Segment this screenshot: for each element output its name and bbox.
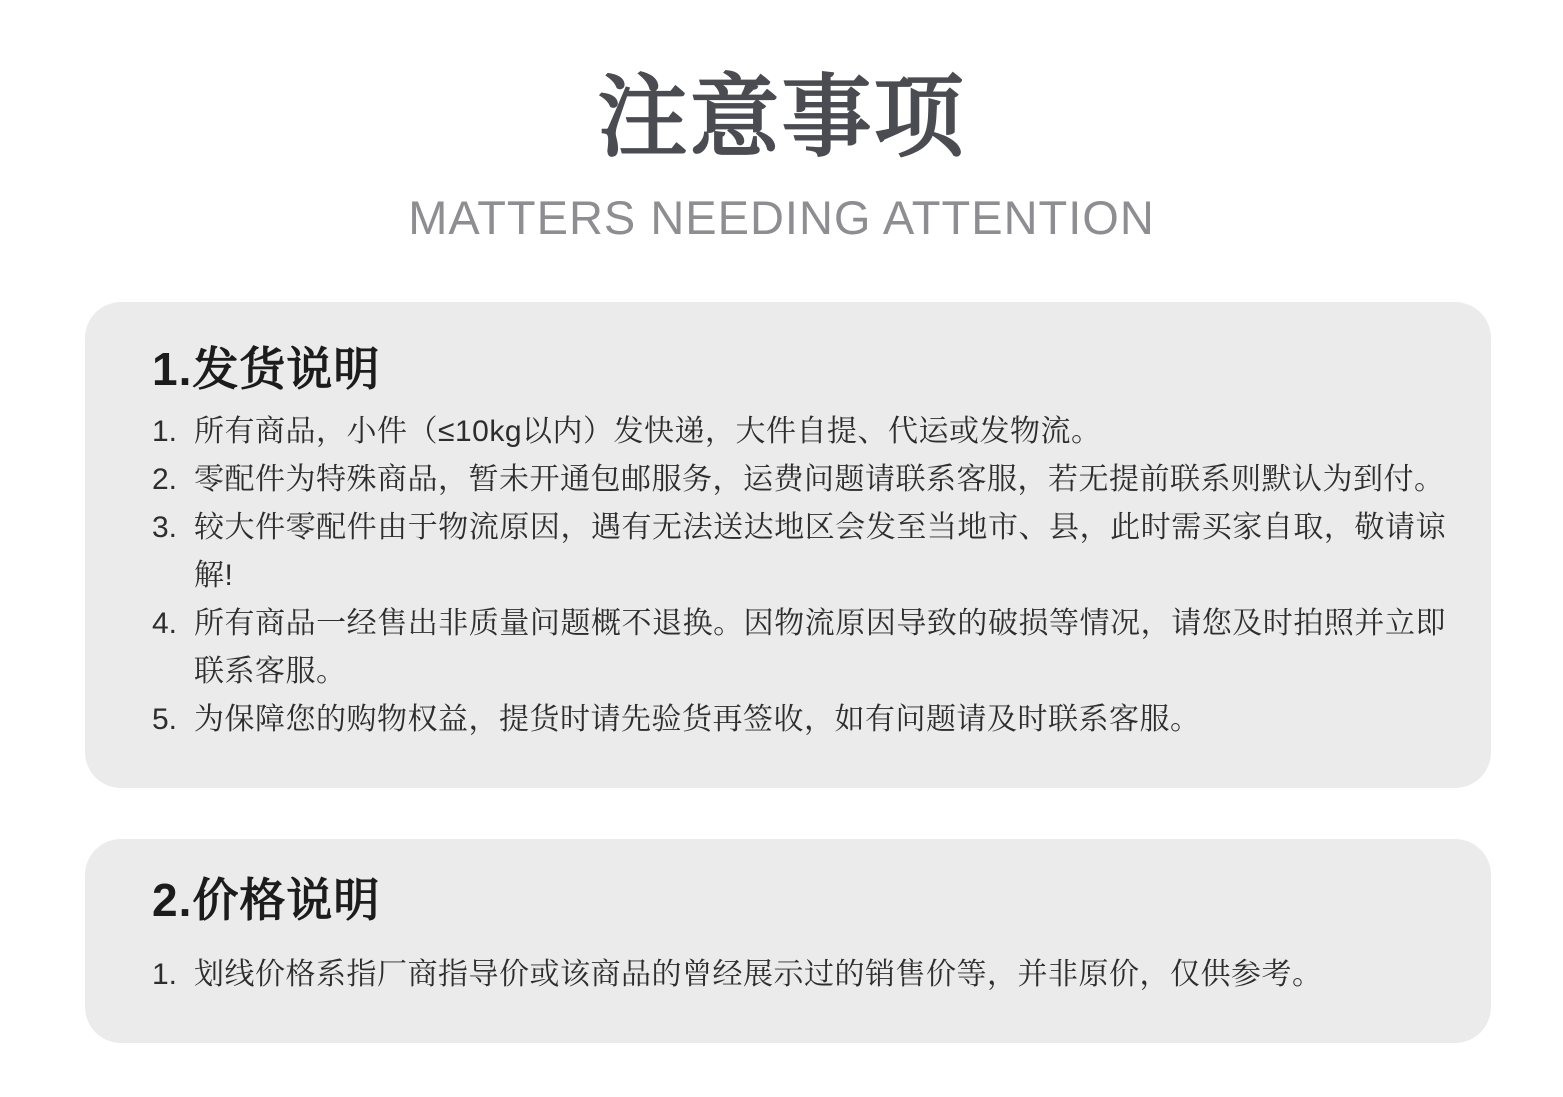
page-header (0, 70, 1563, 245)
list-item-text: 零配件为特殊商品，暂未开通包邮服务，运费问题请联系客服，若无提前联系则默认为到付。 (194, 463, 1445, 497)
list-item-text: 为保障您的购物权益，提货时请先验货再签收，如有问题请及时联系客服。 (194, 703, 1201, 737)
list-item (152, 951, 1446, 999)
pricing-notes-card (85, 839, 1491, 1043)
pricing-notes-heading: 2.价格说明 (152, 874, 381, 927)
list-item-number: 2. (152, 463, 178, 497)
page-subtitle: MATTERS NEEDING ATTENTION (408, 191, 1155, 245)
shipping-notes-card (85, 302, 1491, 788)
pricing-notes-list (152, 951, 1446, 999)
list-item-text: 所有商品，小件（≤10kg以内）发快递，大件自提、代运或发物流。 (194, 415, 1102, 449)
list-item-number: 5. (152, 703, 178, 737)
shipping-notes-list (152, 408, 1446, 744)
list-item (152, 504, 1446, 600)
list-item-text: 较大件零配件由于物流原因，遇有无法送达地区会发至当地市、县，此时需买家自取，敬请谅解! (194, 511, 1446, 593)
list-item-number: 1. (152, 415, 178, 449)
list-item-number: 4. (152, 607, 178, 641)
list-item (152, 600, 1446, 696)
list-item (152, 696, 1446, 744)
list-item-text: 所有商品一经售出非质量问题概不退换。因物流原因导致的破损等情况，请您及时拍照并立即联系客服。 (194, 607, 1446, 689)
page-title: 注意事项 (597, 68, 966, 168)
list-item (152, 408, 1446, 456)
list-item-text: 划线价格系指厂商指导价或该商品的曾经展示过的销售价等，并非原价，仅供参考。 (194, 958, 1323, 992)
shipping-notes-heading: 1.发货说明 (152, 343, 381, 396)
list-item-number: 1. (152, 958, 178, 992)
list-item (152, 456, 1446, 504)
list-item-number: 3. (152, 511, 178, 545)
